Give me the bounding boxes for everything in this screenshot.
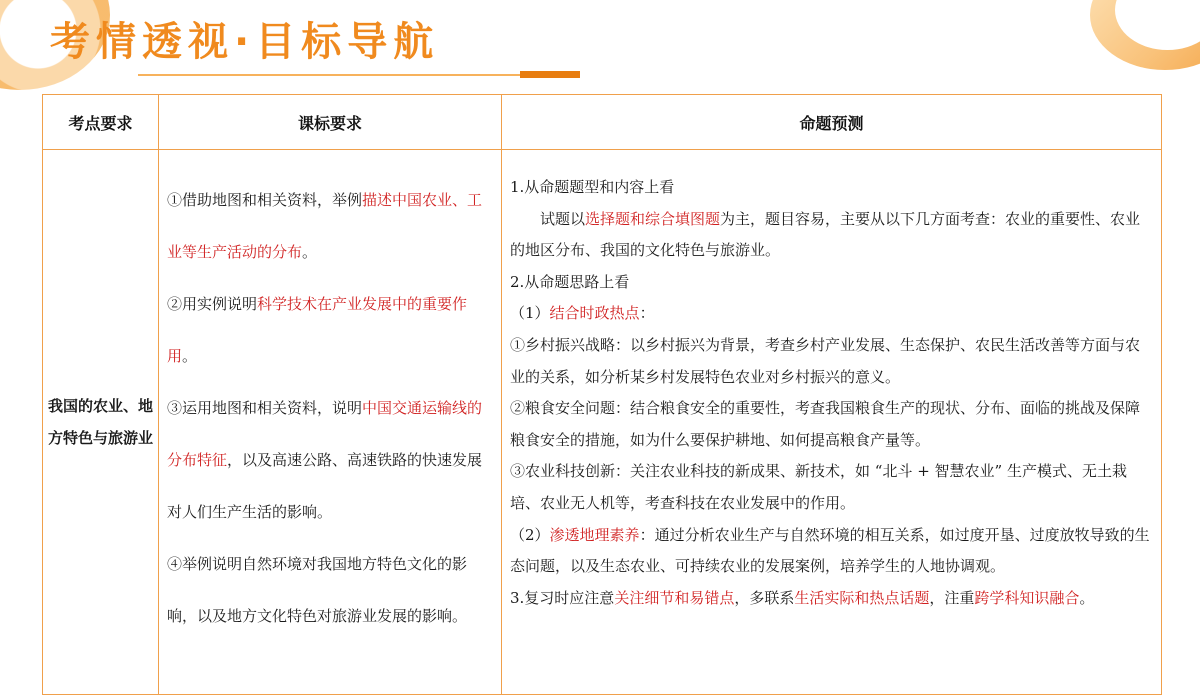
text-run: ①借助地图和相关资料，举例: [167, 191, 363, 209]
text-run: 1.从命题题型和内容上看: [510, 178, 675, 196]
requirement-item: [167, 538, 495, 642]
prediction-list: [510, 172, 1153, 614]
prediction-paragraph: [510, 456, 1153, 519]
text-run: ，多联系: [734, 588, 795, 607]
requirement-item: [167, 382, 495, 538]
text-run: ④举例说明自然环境对我国地方特色文化的影响，以及地方文化特色对旅游业发展的影响。: [167, 555, 468, 625]
text-run: 2.从命题思路上看: [510, 272, 630, 291]
header-exam-point: 考点要求: [43, 95, 159, 150]
highlighted-text: 生活实际和热点话题: [794, 588, 930, 607]
text-run: ②用实例说明: [167, 295, 258, 313]
prediction-paragraph: [510, 298, 1153, 330]
text-run: ③运用地图和相关资料，说明: [167, 399, 363, 417]
page-title: 考情透视·目标导航: [50, 19, 440, 65]
text-run: ，注重: [929, 588, 975, 607]
text-run: 为主，题目容易，主要从以下几方面考查：农业的重要性、农业的地区分布、我国的文化特色与旅游业。: [510, 209, 1141, 260]
title-underline-accent: [520, 71, 580, 78]
highlighted-text: 结合时政热点: [549, 304, 640, 323]
text-run: 。: [182, 347, 198, 365]
header-curriculum-requirement: 课标要求: [159, 95, 502, 150]
text-run: 3.复习时应注意: [510, 588, 615, 607]
highlighted-text: 选择题和综合填图题: [585, 209, 721, 228]
text-run: 试题以: [540, 209, 586, 228]
highlighted-text: 关注细节和易错点: [614, 588, 735, 607]
text-run: ③农业科技创新：关注农业科技的新成果、新技术，如 “北斗 + 智慧农业” 生产模式、无土栽培、农业无人机等，考查科技在农业发展中的作用。: [510, 462, 1127, 512]
requirement-item: [167, 278, 495, 382]
text-run: ②粮食安全问题：结合粮食安全的重要性，考查我国粮食生产的现状、分布、面临的挑战及保障粮食安全的措施，如为什么要保护耕地、如何提高粮食产量等。: [510, 399, 1141, 449]
table-header-row: [43, 95, 1162, 150]
text-run: （2）: [510, 525, 550, 544]
text-run: 。: [302, 243, 318, 261]
prediction-paragraph: [510, 330, 1153, 393]
highlighted-text: 渗透地理素养: [549, 525, 640, 544]
requirements-cell: [159, 150, 502, 695]
text-run: ①乡村振兴战略：以乡村振兴为背景，考查乡村产业发展、生态保护、农民生活改善等方面与农业的关系，如分析某乡村发展特色农业对乡村振兴的意义。: [510, 335, 1141, 386]
text-run: ，以及高速公路、高速铁路的快速发展对人们生产生活的影响。: [167, 451, 483, 521]
prediction-paragraph: [510, 267, 1153, 299]
requirement-item: [167, 174, 495, 278]
requirements-list: [167, 174, 495, 642]
prediction-cell: [502, 150, 1162, 695]
topic-cell: 我国的农业、地方特色与旅游业: [43, 150, 159, 695]
exam-analysis-table: [42, 94, 1162, 695]
table-row: [43, 150, 1162, 695]
title-underline: [138, 74, 520, 76]
highlighted-text: 科学技术在产业发展中的重要作用: [167, 295, 468, 365]
text-run: （1）: [510, 304, 550, 323]
prediction-paragraph: [510, 172, 1153, 204]
highlighted-text: 中国交通运输线的分布特征: [167, 399, 483, 469]
text-run: ：: [639, 304, 655, 323]
text-run: 。: [1079, 588, 1095, 607]
highlighted-text: 描述中国农业、工业等生产活动的分布: [167, 191, 483, 261]
header-prediction: 命题预测: [502, 95, 1162, 150]
prediction-paragraph: [510, 204, 1153, 267]
prediction-paragraph: [510, 393, 1153, 456]
prediction-paragraph: [510, 583, 1153, 615]
text-run: ：通过分析农业生产与自然环境的相互关系，如过度开垦、过度放牧导致的生态问题，以及生态农业、可持续农业的发展案例，培养学生的人地协调观。: [510, 525, 1150, 576]
prediction-paragraph: [510, 520, 1153, 583]
highlighted-text: 跨学科知识融合: [974, 588, 1080, 607]
